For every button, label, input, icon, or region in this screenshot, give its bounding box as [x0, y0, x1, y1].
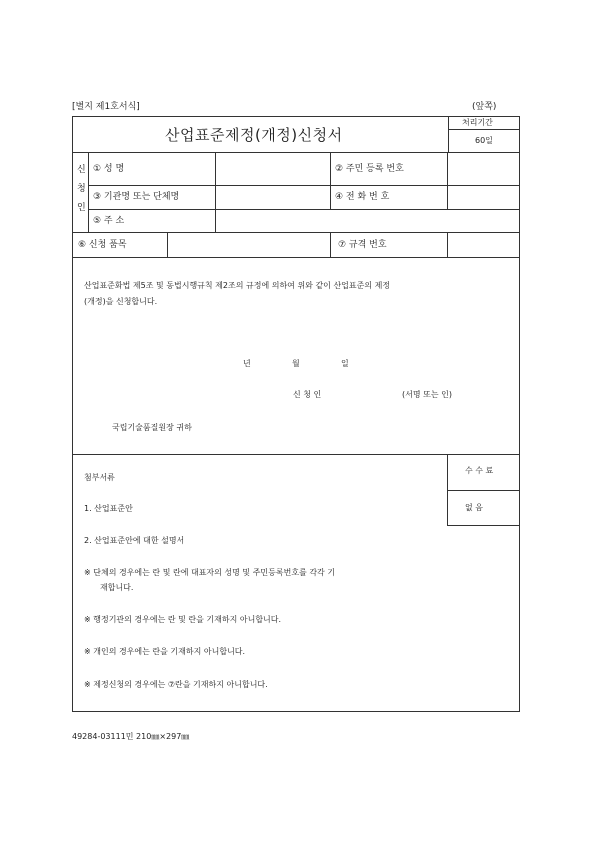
item-label: ⑥ 신청 품목: [78, 240, 127, 250]
phone-label: ④ 전 화 번 호: [335, 192, 390, 202]
note-organization-cont: 재합니다.: [100, 583, 134, 592]
note-government: ※ 행정기관의 경우에는 란 및 란을 기재하지 아니합니다.: [84, 615, 282, 624]
note-individual: ※ 개인의 경우에는 란을 기재하지 아니합니다.: [84, 647, 246, 656]
statement-line-1: 산업표준화법 제5조 및 동법시행규칙 제2조의 규정에 의하여 위와 같이 산업표준의 제정: [84, 281, 391, 290]
form-number-label: [별지 제1호서식]: [72, 102, 140, 112]
spec-number-field[interactable]: [449, 234, 517, 255]
resident-number-label: ② 주민 등록 번호: [335, 164, 404, 174]
page-side-label: (앞쪽): [472, 102, 497, 112]
applicant-char-1: 신: [77, 165, 86, 175]
date-day: 일: [341, 359, 349, 368]
resident-number-field[interactable]: [449, 154, 517, 183]
statement-line-2: (개정)을 신청합니다.: [84, 297, 158, 306]
organization-field[interactable]: [217, 187, 328, 207]
recipient-label: 국립기술품질원장 귀하: [112, 423, 192, 432]
fee-label: 수 수 료: [465, 466, 494, 475]
attachment-item-2: 2. 산업표준안에 대한 설명서: [84, 536, 185, 545]
organization-label: ③ 기관명 또는 단체명: [93, 192, 180, 202]
name-label: ① 성 명: [93, 164, 125, 174]
form-title: 산업표준제정(개정)신청서: [165, 126, 343, 144]
processing-period-value: 60일: [475, 136, 493, 145]
spec-number-label: ⑦ 규격 번호: [338, 240, 387, 250]
item-field[interactable]: [169, 234, 328, 255]
attachments-heading: 첨부서류: [84, 473, 115, 482]
signature-note: (서명 또는 인): [402, 390, 452, 399]
date-year: 년: [243, 359, 251, 368]
address-field[interactable]: [217, 211, 517, 230]
address-label: ⑤ 주 소: [93, 216, 125, 226]
date-month: 월: [292, 359, 300, 368]
footer-form-code: 49284-03111민 210㎜×297㎜: [72, 732, 190, 741]
applicant-char-3: 인: [77, 203, 86, 213]
note-organization: ※ 단체의 경우에는 란 및 란에 대표자의 성명 및 주민등록번호를 각각 기: [84, 568, 336, 577]
name-field[interactable]: [217, 154, 328, 183]
fee-value: 없 음: [465, 503, 483, 512]
note-new-standard: ※ 제정신청의 경우에는 ⑦란을 기재하지 아니합니다.: [84, 680, 268, 689]
attachment-item-1: 1. 산업표준안: [84, 504, 133, 513]
applicant-signature-label: 신 청 인: [293, 390, 322, 399]
processing-period-label: 처리기간: [462, 118, 493, 127]
applicant-char-2: 청: [77, 184, 86, 194]
phone-field[interactable]: [449, 187, 517, 207]
